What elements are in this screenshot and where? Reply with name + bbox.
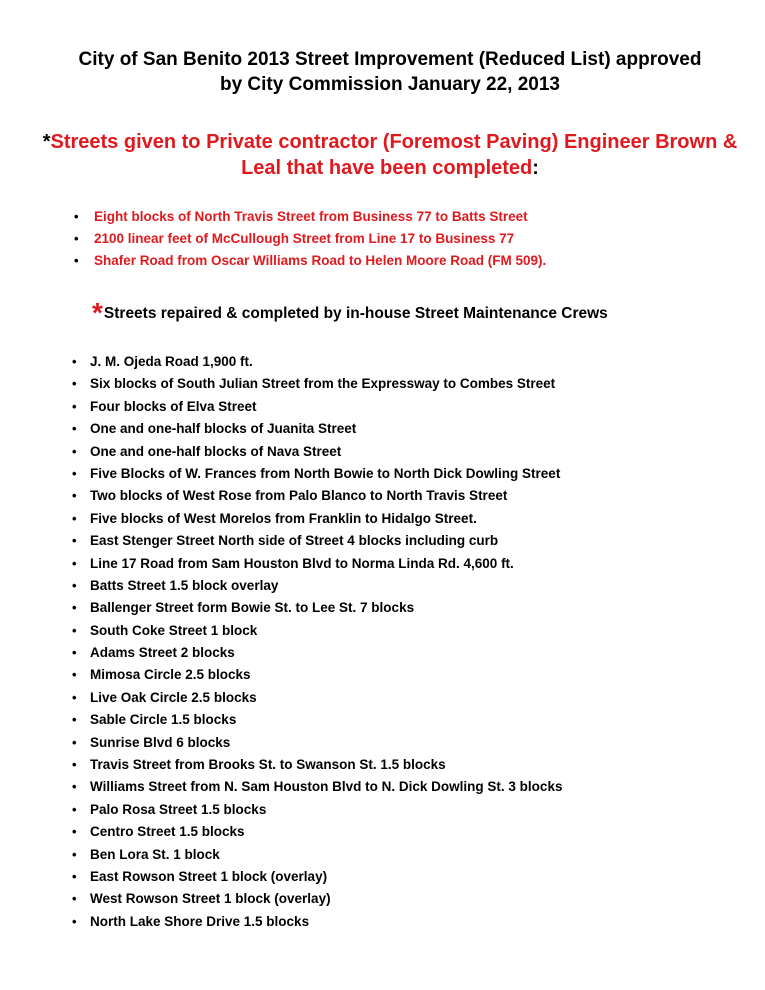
list-item bbox=[68, 597, 562, 619]
list-item-text: Four blocks of Elva Street bbox=[90, 398, 257, 414]
list-item-text: Centro Street 1.5 blocks bbox=[90, 824, 245, 840]
contractor-heading-text: Streets given to Private contractor (Foremost Paving) Engineer Brown & Leal that have been completed bbox=[50, 131, 738, 179]
bullet-icon: • bbox=[72, 712, 77, 728]
bullet-icon: • bbox=[72, 510, 77, 526]
list-item bbox=[68, 485, 562, 507]
list-item-text: Eight blocks of North Travis Street from Business 77 to Batts Street bbox=[94, 209, 528, 224]
list-item bbox=[68, 821, 562, 843]
list-item bbox=[68, 888, 562, 910]
contractor-heading bbox=[40, 129, 740, 181]
list-item bbox=[68, 754, 562, 776]
bullet-icon: • bbox=[72, 421, 77, 437]
list-item-text: Line 17 Road from Sam Houston Blvd to Norma Linda Rd. 4,600 ft. bbox=[90, 555, 514, 571]
bullet-icon: • bbox=[72, 868, 77, 884]
list-item bbox=[68, 620, 562, 642]
bullet-icon: • bbox=[72, 891, 77, 907]
bullet-icon: • bbox=[72, 376, 77, 392]
list-item bbox=[68, 664, 562, 686]
inhouse-heading-text: Streets repaired & completed by in-house Street Maintenance Crews bbox=[103, 305, 608, 322]
bullet-icon: • bbox=[72, 577, 77, 593]
list-item-text: J. M. Ojeda Road 1,900 ft. bbox=[90, 354, 253, 369]
bullet-icon: • bbox=[72, 801, 77, 817]
bullet-icon: • bbox=[72, 443, 77, 459]
list-item-text: East Rowson Street 1 block (overlay) bbox=[90, 868, 328, 884]
list-item-text: South Coke Street 1 block bbox=[90, 622, 258, 638]
inhouse-heading-asterisk: * bbox=[92, 297, 103, 328]
list-item-text: Sable Circle 1.5 blocks bbox=[90, 712, 237, 728]
inhouse-streets-list bbox=[68, 351, 562, 933]
bullet-icon: • bbox=[72, 689, 77, 705]
list-item bbox=[68, 553, 562, 575]
list-item bbox=[68, 911, 562, 933]
list-item-text: East Stenger Street North side of Street 4 blocks including curb bbox=[90, 533, 499, 549]
list-item-text: Palo Rosa Street 1.5 blocks bbox=[90, 801, 267, 817]
list-item-text: West Rowson Street 1 block (overlay) bbox=[90, 891, 331, 907]
heading-colon: : bbox=[532, 157, 539, 179]
list-item bbox=[68, 642, 562, 664]
bullet-icon: • bbox=[72, 667, 77, 683]
bullet-icon: • bbox=[72, 757, 77, 773]
bullet-icon: • bbox=[72, 555, 77, 571]
list-item bbox=[68, 396, 562, 418]
list-item bbox=[68, 575, 562, 597]
bullet-icon: • bbox=[74, 231, 79, 246]
list-item bbox=[68, 351, 562, 373]
bullet-icon: • bbox=[74, 253, 79, 268]
bullet-icon: • bbox=[72, 734, 77, 750]
title-line-2: by City Commission January 22, 2013 bbox=[219, 74, 561, 95]
bullet-icon: • bbox=[72, 622, 77, 638]
list-item bbox=[68, 373, 562, 395]
list-item bbox=[68, 418, 562, 440]
list-item-text: Five Blocks of W. Frances from North Bowie to North Dick Dowling Street bbox=[90, 465, 561, 481]
list-item bbox=[70, 206, 546, 228]
bullet-icon: • bbox=[72, 824, 77, 840]
contractor-streets-list bbox=[70, 206, 546, 272]
bullet-icon: • bbox=[72, 645, 77, 661]
list-item-text: Mimosa Circle 2.5 blocks bbox=[90, 667, 251, 683]
list-item bbox=[68, 463, 562, 485]
document-title bbox=[40, 47, 740, 97]
list-item-text: Sunrise Blvd 6 blocks bbox=[90, 734, 231, 750]
list-item-text: Travis Street from Brooks St. to Swanson St. 1.5 blocks bbox=[90, 757, 446, 773]
list-item bbox=[68, 530, 562, 552]
list-item-text: Five blocks of West Morelos from Franklin to Hidalgo Street. bbox=[90, 510, 477, 526]
list-item-text: Ballenger Street form Bowie St. to Lee St. 7 blocks bbox=[90, 600, 415, 616]
bullet-icon: • bbox=[72, 488, 77, 504]
list-item-text: Batts Street 1.5 block overlay bbox=[90, 577, 279, 593]
heading-asterisk: * bbox=[42, 131, 51, 153]
list-item bbox=[70, 228, 546, 250]
list-item bbox=[68, 709, 562, 731]
list-item bbox=[68, 508, 562, 530]
list-item bbox=[68, 799, 562, 821]
bullet-icon: • bbox=[72, 354, 77, 369]
list-item-text: 2100 linear feet of McCullough Street from Line 17 to Business 77 bbox=[94, 231, 515, 246]
list-item bbox=[68, 866, 562, 888]
list-item bbox=[70, 250, 546, 272]
inhouse-heading bbox=[92, 298, 608, 329]
title-line-1: City of San Benito 2013 Street Improvement (Reduced List) approved bbox=[78, 49, 702, 70]
bullet-icon: • bbox=[72, 398, 77, 414]
list-item-text: Adams Street 2 blocks bbox=[90, 645, 235, 661]
bullet-icon: • bbox=[72, 846, 77, 862]
list-item-text: Six blocks of South Julian Street from the Expressway to Combes Street bbox=[90, 376, 556, 392]
list-item bbox=[68, 776, 562, 798]
list-item-text: Live Oak Circle 2.5 blocks bbox=[90, 689, 257, 705]
bullet-icon: • bbox=[72, 465, 77, 481]
list-item bbox=[68, 687, 562, 709]
list-item bbox=[68, 441, 562, 463]
list-item-text: Williams Street from N. Sam Houston Blvd to N. Dick Dowling St. 3 blocks bbox=[90, 779, 563, 795]
list-item-text: North Lake Shore Drive 1.5 blocks bbox=[90, 913, 310, 929]
bullet-icon: • bbox=[72, 533, 77, 549]
list-item-text: Ben Lora St. 1 block bbox=[90, 846, 220, 862]
bullet-icon: • bbox=[72, 913, 77, 929]
list-item-text: Shafer Road from Oscar Williams Road to Helen Moore Road (FM 509). bbox=[94, 253, 547, 268]
bullet-icon: • bbox=[74, 209, 79, 224]
list-item-text: One and one-half blocks of Nava Street bbox=[90, 443, 342, 459]
list-item-text: One and one-half blocks of Juanita Street bbox=[90, 421, 357, 437]
bullet-icon: • bbox=[72, 779, 77, 795]
list-item bbox=[68, 732, 562, 754]
list-item bbox=[68, 844, 562, 866]
list-item-text: Two blocks of West Rose from Palo Blanco to North Travis Street bbox=[90, 488, 508, 504]
bullet-icon: • bbox=[72, 600, 77, 616]
